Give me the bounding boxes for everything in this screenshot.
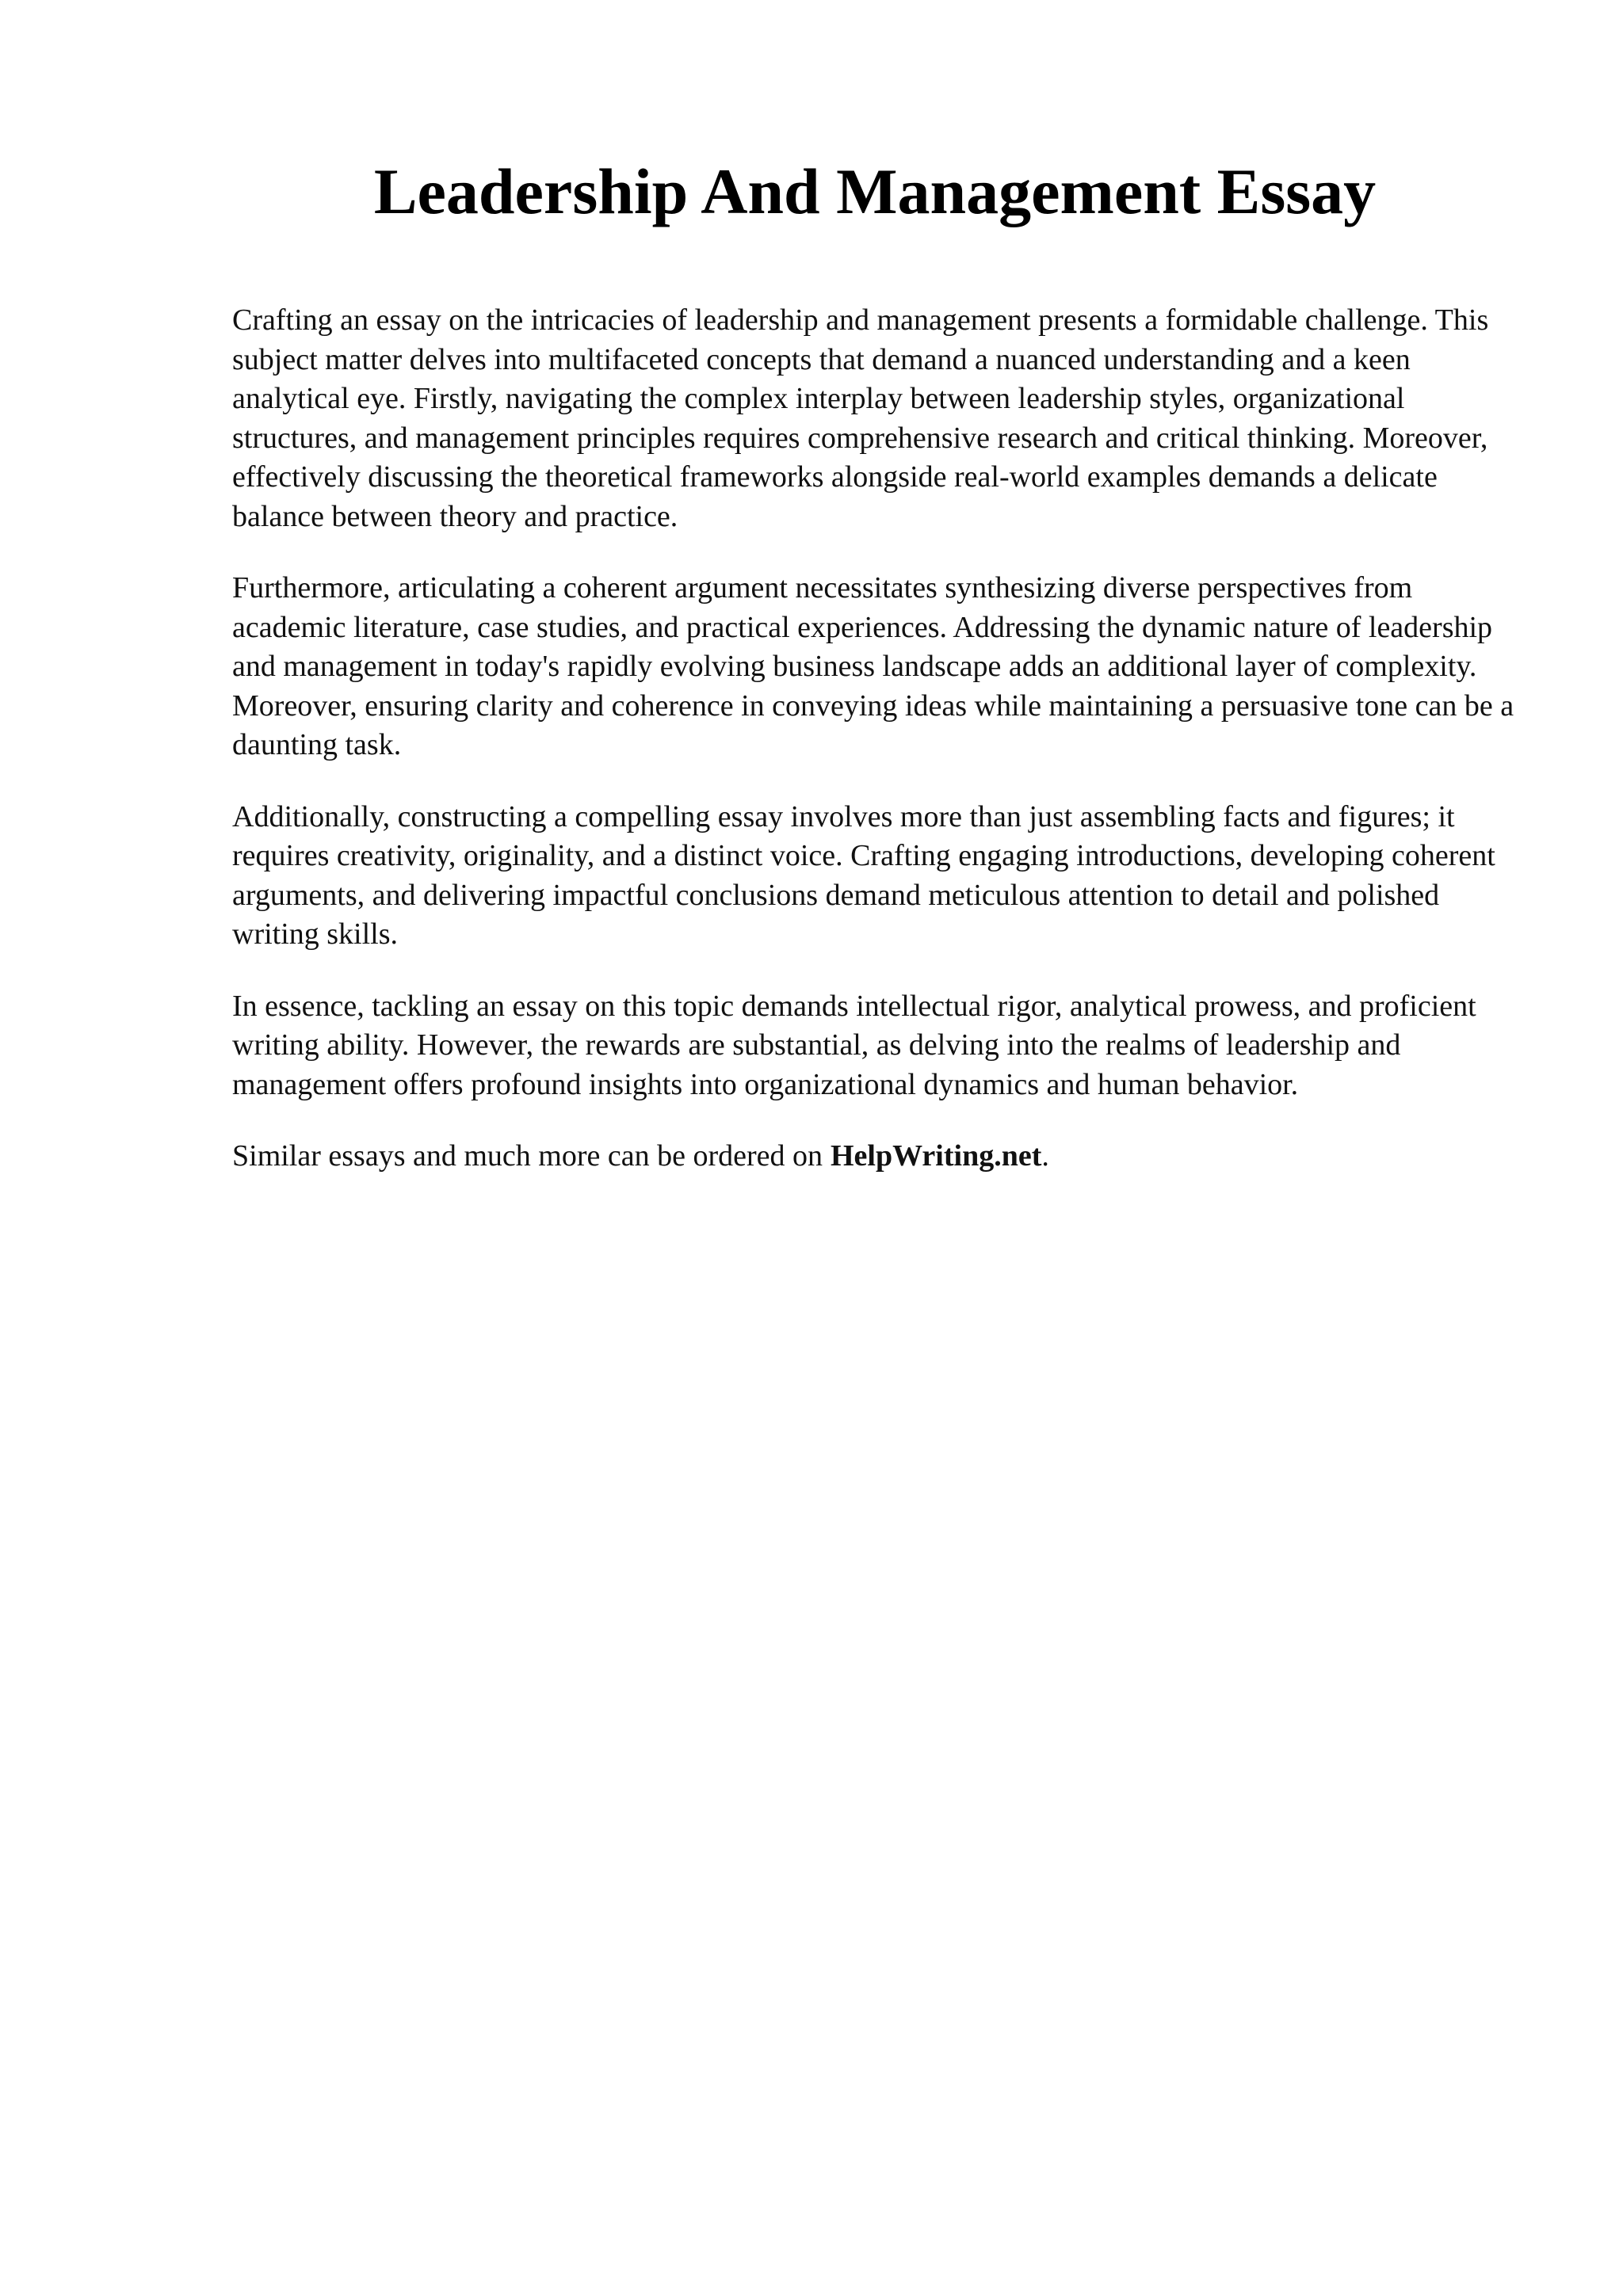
brand-link[interactable]: HelpWriting.net — [831, 1139, 1042, 1173]
paragraph-4: In essence, tackling an essay on this topic demands intellectual rigor, analytical prowess, and proficient writing ability. However, the rewards are substantial, as delving into the realms of leadership and management offers profound insights into organizational dynamics and human behavior. — [232, 989, 1476, 1101]
footer-note — [232, 1137, 1524, 1177]
paragraph-3: Additionally, constructing a compelling essay involves more than just assembling facts and figures; it requires creativity, originality, and a distinct voice. Crafting engaging introductions, developing coherent arguments, and delivering impactful conclusions demand meticulous attention to detail and polished writing skills. — [232, 799, 1495, 951]
footer-suffix: . — [1041, 1139, 1049, 1173]
footer-prefix: Similar essays and much more can be ordered on — [232, 1139, 823, 1173]
paragraph-1: Crafting an essay on the intricacies of leadership and management presents a formidable challenge. This subject matter delves into multifaceted concepts that demand a nuanced understanding and a keen analytical eye. Firstly, navigating the complex interplay between leadership styles, organizational structures, and management principles requires comprehensive research and critical thinking. Moreover, effectively discussing the theoretical frameworks alongside real-world examples demands a delicate balance between theory and practice. — [232, 303, 1489, 533]
document-body — [232, 301, 1524, 1209]
document-title: Leadership And Management Essay — [373, 155, 1377, 227]
paragraph-2: Furthermore, articulating a coherent argument necessitates synthesizing diverse perspectives from academic literature, case studies, and practical experiences. Addressing the dynamic nature of leadership and management in today's rapidly evolving business landscape adds an additional layer of complexity. Moreover, ensuring clarity and coherence in conveying ideas while maintaining a persuasive tone can be a daunting task. — [232, 571, 1514, 761]
